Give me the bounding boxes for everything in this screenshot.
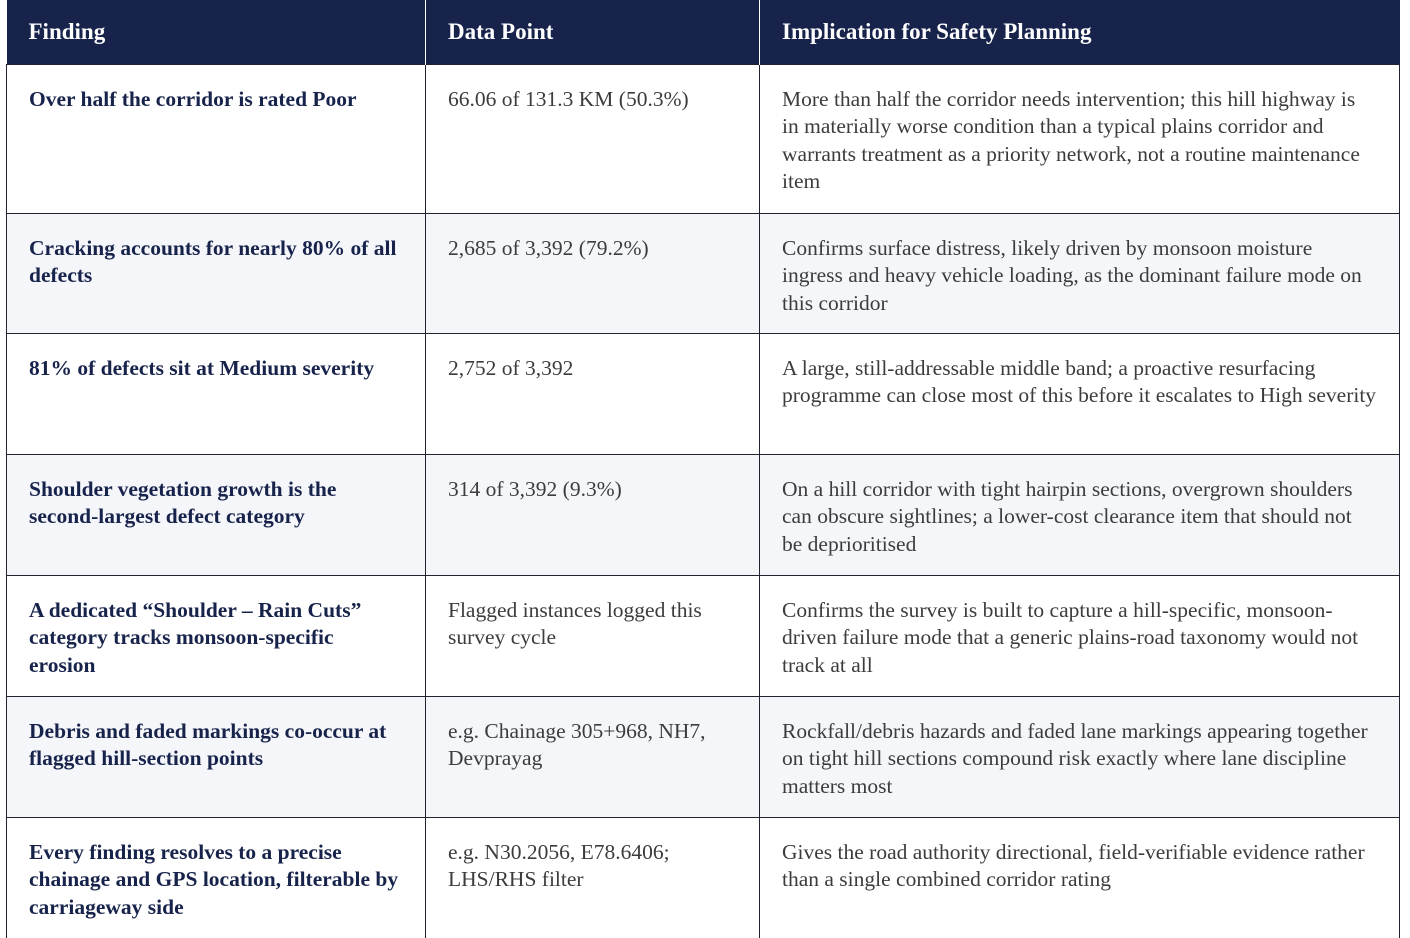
implication-cell: Rockfall/debris hazards and faded lane markings appearing together on tight hill sections compound risk exactly where lane discipline matters most bbox=[760, 696, 1400, 817]
implication-cell: Confirms the survey is built to capture a hill-specific, monsoon-driven failure mode that a generic plains-road taxonomy would not track at all bbox=[760, 575, 1400, 696]
implication-cell: More than half the corridor needs intervention; this hill highway is in materially worse condition than a typical plains corridor and warrants treatment as a priority network, not a routine maintenance item bbox=[760, 64, 1400, 213]
header-implication: Implication for Safety Planning bbox=[760, 0, 1400, 64]
header-data-point: Data Point bbox=[426, 0, 760, 64]
data-point-cell: e.g. Chainage 305+968, NH7, Devprayag bbox=[426, 696, 760, 817]
finding-cell: Cracking accounts for nearly 80% of all defects bbox=[7, 213, 426, 333]
implication-cell: A large, still-addressable middle band; a proactive resurfacing programme can close most of this before it escalates to High severity bbox=[760, 333, 1400, 454]
implication-cell: Confirms surface distress, likely driven by monsoon moisture ingress and heavy vehicle loading, as the dominant failure mode on this corridor bbox=[760, 213, 1400, 333]
finding-cell: 81% of defects sit at Medium severity bbox=[7, 333, 426, 454]
table-row bbox=[7, 333, 1400, 454]
table-header bbox=[7, 0, 1400, 64]
implication-cell: On a hill corridor with tight hairpin sections, overgrown shoulders can obscure sightlines; a lower-cost clearance item that should not be deprioritised bbox=[760, 454, 1400, 575]
table-row bbox=[7, 575, 1400, 696]
table-row bbox=[7, 696, 1400, 817]
table-row bbox=[7, 64, 1400, 213]
table-row bbox=[7, 213, 1400, 333]
finding-cell: Debris and faded markings co-occur at flagged hill-section points bbox=[7, 696, 426, 817]
finding-cell: Every finding resolves to a precise chainage and GPS location, filterable by carriageway side bbox=[7, 817, 426, 938]
data-point-cell: 2,752 of 3,392 bbox=[426, 333, 760, 454]
findings-table bbox=[6, 0, 1400, 938]
data-point-cell: e.g. N30.2056, E78.6406; LHS/RHS filter bbox=[426, 817, 760, 938]
data-point-cell: 2,685 of 3,392 (79.2%) bbox=[426, 213, 760, 333]
finding-cell: Over half the corridor is rated Poor bbox=[7, 64, 426, 213]
data-point-cell: 66.06 of 131.3 KM (50.3%) bbox=[426, 64, 760, 213]
implication-cell: Gives the road authority directional, field-verifiable evidence rather than a single combined corridor rating bbox=[760, 817, 1400, 938]
table-body bbox=[7, 64, 1400, 938]
header-finding: Finding bbox=[7, 0, 426, 64]
data-point-cell: Flagged instances logged this survey cycle bbox=[426, 575, 760, 696]
table-row bbox=[7, 454, 1400, 575]
data-point-cell: 314 of 3,392 (9.3%) bbox=[426, 454, 760, 575]
header-row bbox=[7, 0, 1400, 64]
finding-cell: A dedicated “Shoulder – Rain Cuts” category tracks monsoon-specific erosion bbox=[7, 575, 426, 696]
finding-cell: Shoulder vegetation growth is the second-largest defect category bbox=[7, 454, 426, 575]
table-row bbox=[7, 817, 1400, 938]
